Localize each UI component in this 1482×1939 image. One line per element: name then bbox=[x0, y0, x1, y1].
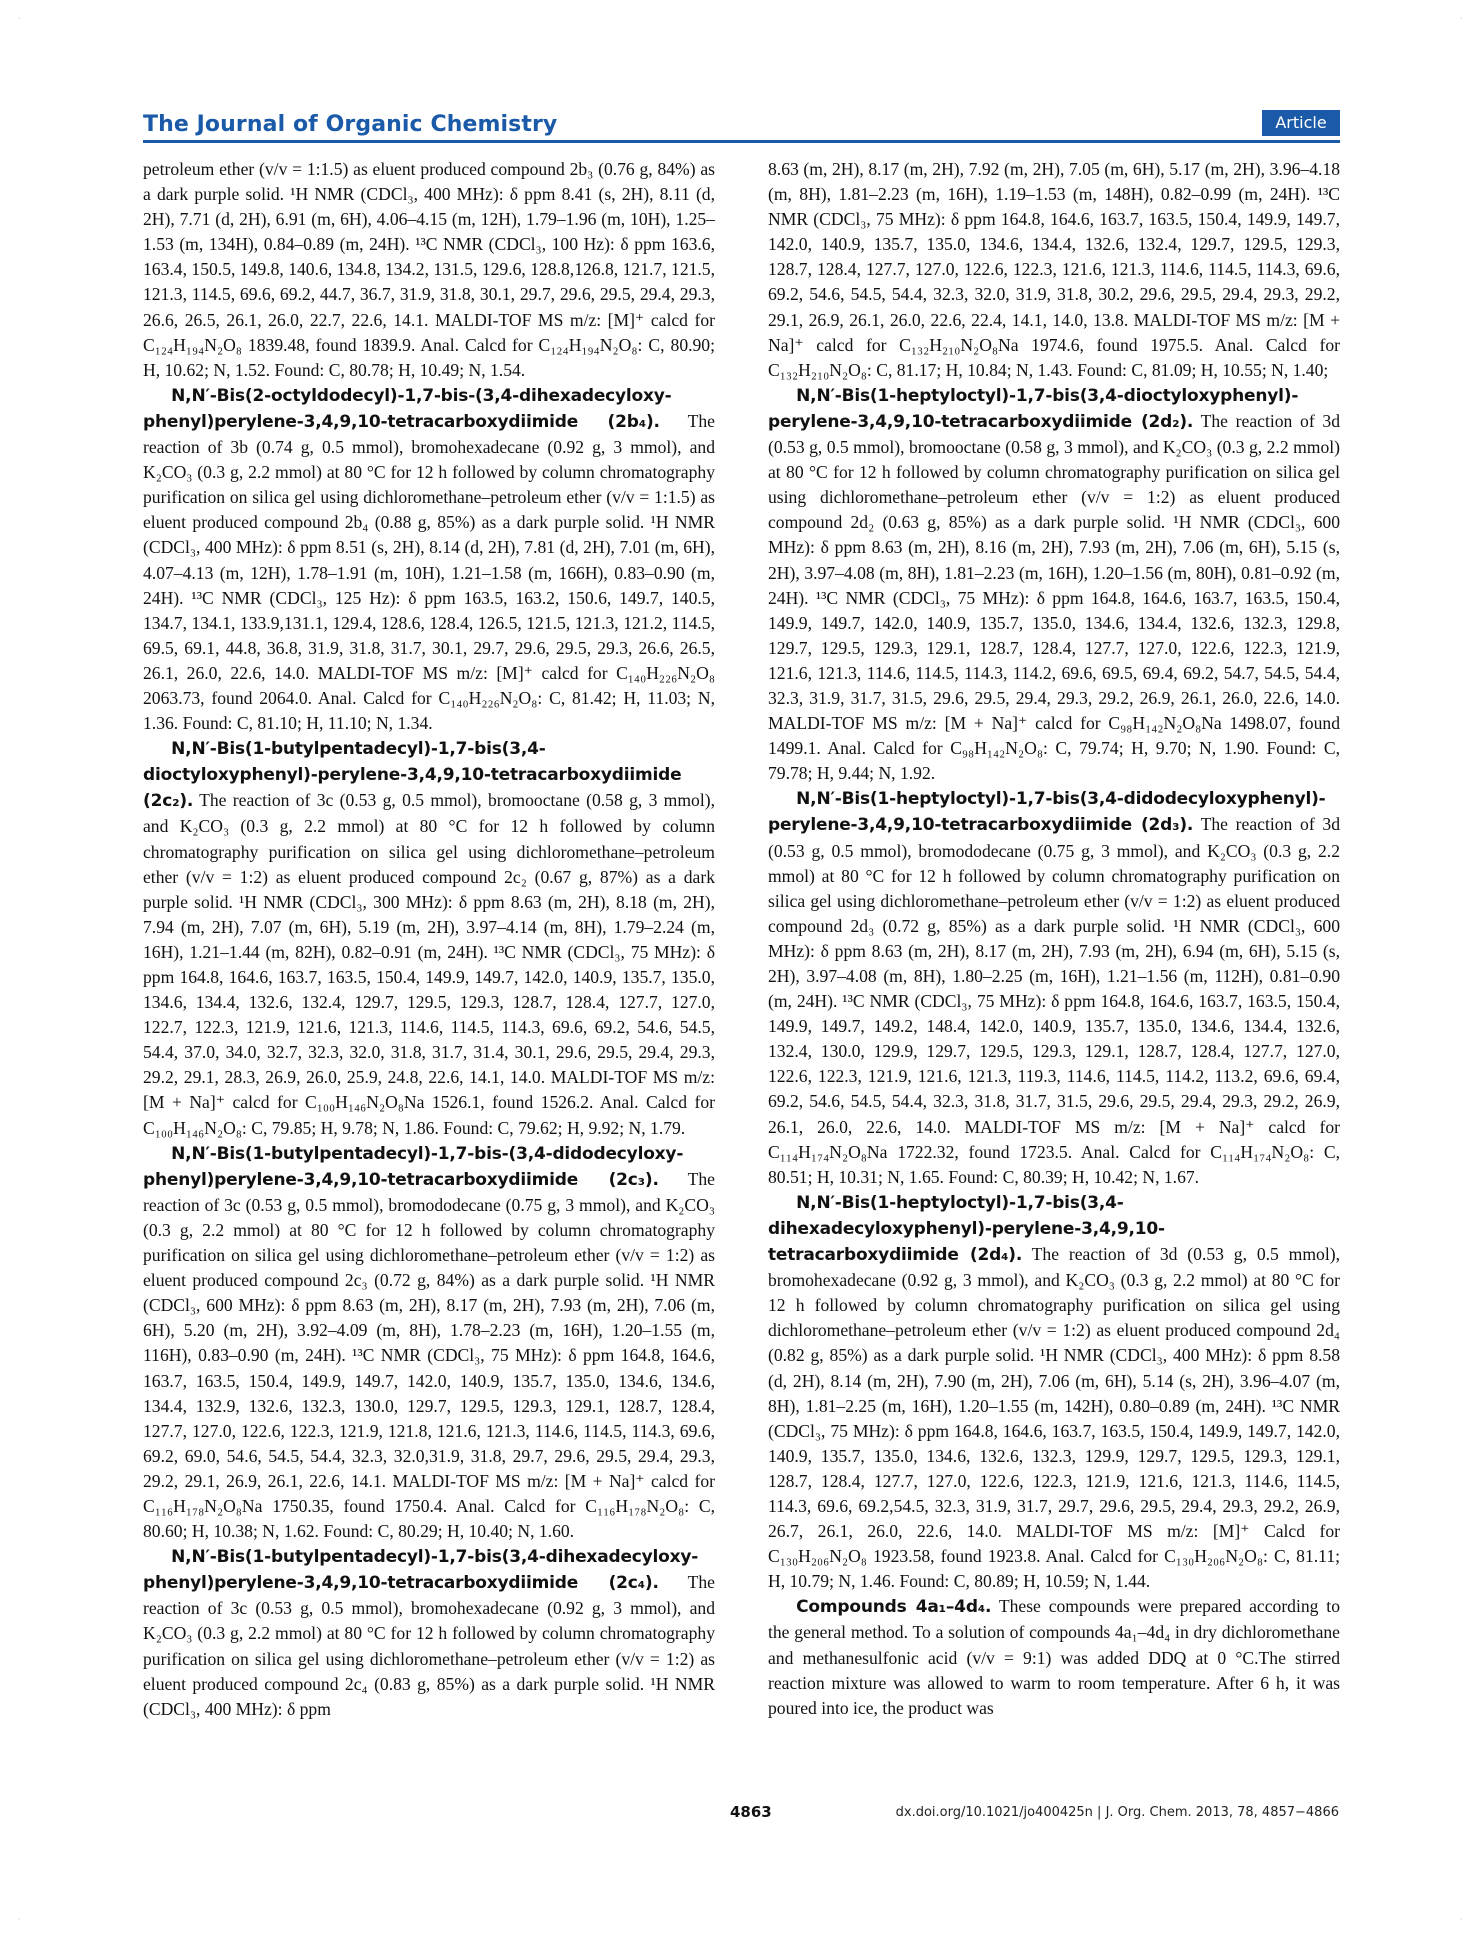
paragraph bbox=[768, 157, 1340, 383]
paragraph-text: The reaction of 3c (0.53 g, 0.5 mmol), bromooctane (0.58 g, 3 mmol), and K₂CO₃ (0.3 g, 2.2 mmol) at 80 °C for 12 h followed by column chromatography purification on silica gel using dichloromethane–petroleum ether (v/v = 1:2) as eluent produced compound 2c₂ (0.67 g, 87%) as a dark purple solid. ¹H NMR (CDCl₃, 300 MHz): δ ppm 8.63 (m, 2H), 8.18 (m, 2H), 7.94 (m, 2H), 7.07 (m, 6H), 5.19 (m, 2H), 3.97–4.14 (m, 8H), 1.79–2.24 (m, 16H), 1.21–1.44 (m, 82H), 0.82–0.91 (m, 24H). ¹³C NMR (CDCl₃, 75 MHz): δ ppm 164.8, 164.6, 163.7, 163.5, 150.4, 149.9, 149.7, 142.0, 140.9, 135.7, 135.0, 134.6, 134.4, 132.6, 132.4, 129.7, 129.5, 129.3, 128.7, 128.4, 127.7, 127.0, 122.7, 122.3, 121.9, 121.6, 121.3, 114.6, 114.5, 114.3, 69.6, 69.2, 54.6, 54.5, 54.4, 37.0, 34.0, 32.7, 32.3, 32.0, 31.8, 31.7, 31.4, 30.1, 29.6, 29.5, 29.4, 29.3, 29.2, 29.1, 28.3, 26.9, 26.0, 25.9, 24.8, 22.6, 14.1, 14.0. MALDI-TOF MS m/z: [M + Na]⁺ calcd for C₁₀₀H₁₄₆N₂O₈Na 1526.1, found 1526.2. Anal. Calcd for C₁₀₀H₁₄₆N₂O₈: C, 79.85; H, 9.78; N, 1.86. Found: C, 79.62; H, 9.92; N, 1.79. bbox=[143, 790, 715, 1138]
compound-entry bbox=[768, 1594, 1340, 1720]
paragraph-text: The reaction of 3c (0.53 g, 0.5 mmol), bromohexadecane (0.92 g, 3 mmol), and K₂CO₃ (0.3 g, 2.2 mmol) at 80 °C for 12 h followed by column chromatography purification on silica gel using dichloromethane–petroleum ether (v/v = 1:2) as eluent produced compound 2c₄ (0.83 g, 85%) as a dark purple solid. ¹H NMR (CDCl₃, 400 MHz): δ ppm bbox=[143, 1572, 715, 1719]
paragraph-text: 8.63 (m, 2H), 8.17 (m, 2H), 7.92 (m, 2H), 7.05 (m, 6H), 5.17 (m, 2H), 3.96–4.18 (m, 8H), 1.81–2.23 (m, 16H), 1.19–1.53 (m, 148H), 0.82–0.99 (m, 24H). ¹³C NMR (CDCl₃, 75 MHz): δ ppm 164.8, 164.6, 163.7, 163.5, 150.4, 149.9, 149.7, 142.0, 140.9, 135.7, 135.0, 134.6, 134.4, 132.6, 132.4, 129.7, 129.5, 129.3, 128.7, 128.4, 127.7, 127.0, 122.6, 122.3, 121.6, 121.3, 114.6, 114.5, 114.3, 69.6, 69.2, 54.6, 54.5, 54.4, 32.3, 32.0, 31.9, 31.8, 30.2, 29.6, 29.5, 29.4, 29.3, 29.2, 29.1, 26.9, 26.1, 26.0, 22.6, 22.4, 14.1, 14.0, 13.8. MALDI-TOF MS m/z: [M + Na]⁺ calcd for C₁₃₂H₂₁₀N₂O₈Na 1974.6, found 1975.5. Anal. Calcd for C₁₃₂H₂₁₀N₂O₈: C, 81.17; H, 10.84; N, 1.43. Found: C, 81.09; H, 10.55; N, 1.40; bbox=[768, 159, 1340, 380]
scan-mark: · bbox=[18, 14, 21, 23]
compound-entry bbox=[143, 383, 715, 736]
paragraph-text: The reaction of 3d (0.53 g, 0.5 mmol), bromooctane (0.58 g, 3 mmol), and K₂CO₃ (0.3 g, 2.2 mmol) at 80 °C for 12 h followed by column chromatography purification on silica gel using dichloromethane–petroleum ether (v/v = 1:2) as eluent produced compound 2d₂ (0.63 g, 85%) as a dark purple solid. ¹H NMR (CDCl₃, 600 MHz): δ ppm 8.63 (m, 2H), 8.16 (m, 2H), 7.93 (m, 2H), 7.06 (m, 6H), 5.15 (s, 2H), 3.97–4.08 (m, 8H), 1.81–2.23 (m, 16H), 1.20–1.56 (m, 80H), 0.81–0.92 (m, 24H). ¹³C NMR (CDCl₃, 75 MHz): δ ppm 164.8, 164.6, 163.7, 163.5, 150.4, 149.9, 149.7, 142.0, 140.9, 135.7, 135.0, 134.6, 134.4, 132.6, 132.3, 129.8, 129.7, 129.5, 129.3, 129.1, 128.7, 128.4, 127.7, 127.0, 122.6, 122.3, 121.9, 121.6, 121.3, 114.6, 114.5, 114.3, 114.2, 69.6, 69.5, 69.4, 69.2, 54.7, 54.5, 54.4, 32.3, 31.9, 31.7, 31.5, 29.6, 29.5, 29.4, 29.3, 29.2, 26.9, 26.1, 26.0, 22.6, 14.0. MALDI-TOF MS m/z: [M + Na]⁺ calcd for C₉₈H₁₄₂N₂O₈Na 1498.07, found 1499.1. Anal. Calcd for C₉₈H₁₄₂N₂O₈: C, 79.74; H, 9.70; N, 1.90. Found: C, 79.78; H, 9.44; N, 1.92. bbox=[768, 410, 1340, 784]
compound-heading: N,N′-Bis(1-heptyloctyl)-1,7-bis(3,4-dihexadecyloxyphenyl)-perylene-3,4,9,10-tetracarboxydiimide (2d₄). bbox=[768, 1192, 1165, 1266]
compound-heading: Compounds 4a₁–4d₄. bbox=[796, 1597, 992, 1618]
journal-header bbox=[143, 108, 1340, 143]
compound-heading: N,N′-Bis(1-heptyloctyl)-1,7-bis(3,4-didodecyloxyphenyl)-perylene-3,4,9,10-tetracarboxydiimide (2d₃). bbox=[768, 789, 1326, 836]
compound-entry bbox=[143, 736, 715, 1141]
left-column bbox=[143, 157, 715, 1722]
paragraph-text: The reaction of 3d (0.53 g, 0.5 mmol), bromododecane (0.75 g, 3 mmol), and K₂CO₃ (0.3 g, 2.2 mmol) at 80 °C for 12 h followed by column chromatography purification on silica gel using dichloromethane–petroleum ether (v/v = 1:2) as eluent produced compound 2d₃ (0.72 g, 85%) as a dark purple solid. ¹H NMR (CDCl₃, 600 MHz): δ ppm 8.63 (m, 2H), 8.17 (m, 2H), 7.93 (m, 2H), 6.94 (m, 6H), 5.15 (s, 2H), 3.97–4.08 (m, 8H), 1.80–2.25 (m, 16H), 1.21–1.56 (m, 112H), 0.81–0.90 (m, 24H). ¹³C NMR (CDCl₃, 75 MHz): δ ppm 164.8, 164.6, 163.7, 163.5, 150.4, 149.9, 149.7, 149.2, 148.4, 142.0, 140.9, 135.7, 135.0, 134.6, 134.4, 132.6, 132.4, 130.0, 129.9, 129.7, 129.5, 129.3, 129.1, 128.7, 128.4, 127.7, 127.0, 122.6, 122.3, 121.9, 121.6, 121.3, 119.3, 114.6, 114.5, 114.2, 113.2, 69.6, 69.4, 69.2, 54.6, 54.5, 54.4, 32.3, 31.8, 31.7, 31.5, 29.6, 29.5, 29.4, 29.3, 29.2, 26.9, 26.1, 26.0, 22.6, 14.0. MALDI-TOF MS m/z: [M + Na]⁺ calcd for C₁₁₄H₁₇₄N₂O₈Na 1722.32, found 1723.5. Anal. Calcd for C₁₁₄H₁₇₄N₂O₈: C, 80.51; H, 10.31; N, 1.65. Found: C, 80.39; H, 10.42; N, 1.67. bbox=[768, 814, 1340, 1187]
paragraph-text: The reaction of 3b (0.74 g, 0.5 mmol), bromohexadecane (0.92 g, 3 mmol), and K₂CO₃ (0.3 g, 2.2 mmol) at 80 °C for 12 h followed by column chromatography purification on silica gel using dichloromethane–petroleum ether (v/v = 1:1.5) as eluent produced compound 2b₄ (0.88 g, 85%) as a dark purple solid. ¹H NMR (CDCl₃, 400 MHz): δ ppm 8.51 (s, 2H), 8.14 (d, 2H), 7.81 (d, 2H), 7.01 (m, 6H), 4.07–4.13 (m, 12H), 1.78–1.91 (m, 10H), 1.21–1.58 (m, 166H), 0.83–0.90 (m, 24H). ¹³C NMR (CDCl₃, 125 Hz): δ ppm 163.5, 163.2, 150.6, 149.7, 140.5, 134.7, 134.1, 133.9,131.1, 129.4, 128.6, 128.4, 126.5, 121.5, 121.3, 121.2, 114.5, 69.5, 69.1, 44.8, 36.8, 31.9, 31.8, 31.7, 30.1, 29.7, 29.6, 29.5, 29.3, 26.6, 26.5, 26.1, 26.0, 22.6, 14.0. MALDI-TOF MS m/z: [M]⁺ calcd for C₁₄₀H₂₂₆N₂O₈ 2063.73, found 2064.0. Anal. Calcd for C₁₄₀H₂₂₆N₂O₈: C, 81.42; H, 11.03; N, 1.36. Found: C, 81.10; H, 11.10; N, 1.34. bbox=[143, 410, 715, 734]
journal-title[interactable]: The Journal of Organic Chemistry bbox=[143, 112, 558, 137]
scan-mark: · bbox=[18, 1915, 21, 1924]
compound-entry bbox=[143, 1141, 715, 1545]
paragraph-text: petroleum ether (v/v = 1:1.5) as eluent produced compound 2b₃ (0.76 g, 84%) as a dark purple solid. ¹H NMR (CDCl₃, 400 MHz): δ ppm 8.41 (s, 2H), 8.11 (d, 2H), 7.71 (d, 2H), 6.91 (m, 6H), 4.06–4.15 (m, 12H), 1.79–1.96 (m, 10H), 1.25–1.53 (m, 134H), 0.84–0.89 (m, 24H). ¹³C NMR (CDCl₃, 100 Hz): δ ppm 163.6, 163.4, 150.5, 149.8, 140.6, 134.8, 134.2, 131.5, 129.6, 128.8,126.8, 121.7, 121.5, 121.3, 114.5, 69.6, 69.2, 44.7, 36.7, 31.9, 31.8, 30.1, 29.7, 29.6, 29.5, 29.4, 29.3, 26.6, 26.5, 26.1, 26.0, 22.7, 22.6, 14.1. MALDI-TOF MS m/z: [M]⁺ calcd for C₁₂₄H₁₉₄N₂O₈ 1839.48, found 1839.9. Anal. Calcd for C₁₂₄H₁₉₄N₂O₈: C, 80.90; H, 10.62; N, 1.52. Found: C, 80.78; H, 10.49; N, 1.54. bbox=[143, 159, 715, 380]
compound-entry bbox=[143, 1544, 715, 1722]
doi-citation-link[interactable]: dx.doi.org/10.1021/jo400425n | J. Org. Chem. 2013, 78, 4857−4866 bbox=[895, 1805, 1339, 1820]
article-type-badge: Article bbox=[1262, 110, 1340, 136]
compound-entry bbox=[768, 786, 1340, 1190]
right-column bbox=[768, 157, 1340, 1721]
compound-entry bbox=[768, 383, 1340, 787]
scan-mark: · bbox=[1460, 1915, 1463, 1924]
compound-heading: N,N′-Bis(1-butylpentadecyl)-1,7-bis(3,4-dioctyloxyphenyl)-perylene-3,4,9,10-tetracarboxydiimide (2c₂). bbox=[143, 739, 682, 812]
scan-mark: · bbox=[1460, 14, 1463, 23]
paragraph-text: These compounds were prepared according to the general method. To a solution of compounds 4a₁–4d₄ in dry dichloromethane and methanesulfonic acid (v/v = 9:1) was added DDQ at 0 °C.The stirred reaction mixture was allowed to warm to room temperature. After 6 h, it was poured into ice, the product was bbox=[768, 1596, 1340, 1718]
compound-heading: N,N′-Bis(1-butylpentadecyl)-1,7-bis(3,4-dihexadecyloxy-phenyl)perylene-3,4,9,10-tetracarboxydiimide (2c₄). bbox=[143, 1547, 699, 1594]
page-number: 4863 bbox=[730, 1803, 772, 1821]
paragraph bbox=[143, 157, 715, 383]
compound-entry bbox=[768, 1190, 1340, 1595]
paragraph-text: The reaction of 3c (0.53 g, 0.5 mmol), bromododecane (0.75 g, 3 mmol), and K₂CO₃ (0.3 g, 2.2 mmol) at 80 °C for 12 h followed by column chromatography purification on silica gel using dichloromethane–petroleum ether (v/v = 1:2) as eluent produced compound 2c₃ (0.72 g, 84%) as a dark purple solid. ¹H NMR (CDCl₃, 600 MHz): δ ppm 8.63 (m, 2H), 8.17 (m, 2H), 7.93 (m, 2H), 7.06 (m, 6H), 5.20 (m, 2H), 3.92–4.09 (m, 8H), 1.78–2.23 (m, 16H), 1.20–1.55 (m, 116H), 0.83–0.90 (m, 24H). ¹³C NMR (CDCl₃, 75 MHz): δ ppm 164.8, 164.6, 163.7, 163.5, 150.4, 149.9, 149.7, 142.0, 140.9, 135.7, 135.0, 134.6, 134.6, 134.4, 132.9, 132.6, 132.3, 130.0, 129.7, 129.5, 129.3, 129.1, 128.7, 128.4, 127.7, 127.0, 122.6, 122.3, 121.9, 121.8, 121.6, 121.3, 114.6, 114.5, 114.3, 69.6, 69.2, 69.0, 54.6, 54.5, 54.4, 32.3, 32.0,31.9, 31.8, 29.7, 29.6, 29.5, 29.4, 29.3, 29.2, 29.1, 26.9, 26.1, 22.6, 14.1. MALDI-TOF MS m/z: [M + Na]⁺ calcd for C₁₁₆H₁₇₈N₂O₈Na 1750.35, found 1750.4. Anal. Calcd for C₁₁₆H₁₇₈N₂O₈: C, 80.60; H, 10.38; N, 1.62. Found: C, 80.29; H, 10.40; N, 1.60. bbox=[143, 1168, 715, 1542]
compound-heading: N,N′-Bis(1-butylpentadecyl)-1,7-bis-(3,4-didodecyloxy-phenyl)perylene-3,4,9,10-tetracarboxydiimide (2c₃). bbox=[143, 1143, 684, 1190]
paragraph-text: The reaction of 3d (0.53 g, 0.5 mmol), bromohexadecane (0.92 g, 3 mmol), and K₂CO₃ (0.3 g, 2.2 mmol) at 80 °C for 12 h followed by column chromatography purification on silica gel using dichloromethane–petroleum ether (v/v = 1:2) as eluent produced compound 2d₄ (0.82 g, 85%) as a dark purple solid. ¹H NMR (CDCl₃, 400 MHz): δ ppm 8.58 (d, 2H), 8.14 (m, 2H), 7.90 (m, 2H), 7.06 (m, 6H), 5.14 (s, 2H), 3.96–4.07 (m, 8H), 1.81–2.25 (m, 16H), 1.20–1.55 (m, 142H), 0.80–0.89 (m, 24H). ¹³C NMR (CDCl₃, 75 MHz): δ ppm 164.8, 164.6, 163.7, 163.5, 150.4, 149.9, 149.7, 142.0, 140.9, 135.7, 135.0, 134.6, 132.6, 132.3, 129.9, 129.7, 129.5, 129.3, 129.1, 128.7, 128.4, 127.7, 127.0, 122.6, 122.3, 121.9, 121.6, 121.3, 114.6, 114.5, 114.3, 69.6, 69.2,54.5, 32.3, 31.9, 31.7, 29.7, 29.6, 29.5, 29.4, 29.3, 29.2, 26.9, 26.7, 26.1, 26.0, 22.6, 14.0. MALDI-TOF MS m/z: [M]⁺ Calcd for C₁₃₀H₂₀₆N₂O₈ 1923.58, found 1923.8. Anal. Calcd for C₁₃₀H₂₀₆N₂O₈: C, 81.11; H, 10.79; N, 1.46. Found: C, 80.89; H, 10.59; N, 1.44. bbox=[768, 1244, 1340, 1592]
compound-heading: N,N′-Bis(1-heptyloctyl)-1,7-bis(3,4-dioctyloxyphenyl)-perylene-3,4,9,10-tetracarboxydiimide (2d₂). bbox=[768, 385, 1299, 432]
compound-heading: N,N′-Bis(2-octyldodecyl)-1,7-bis-(3,4-dihexadecyloxy-phenyl)perylene-3,4,9,10-tetracarboxydiimide (2b₄). bbox=[143, 385, 672, 432]
